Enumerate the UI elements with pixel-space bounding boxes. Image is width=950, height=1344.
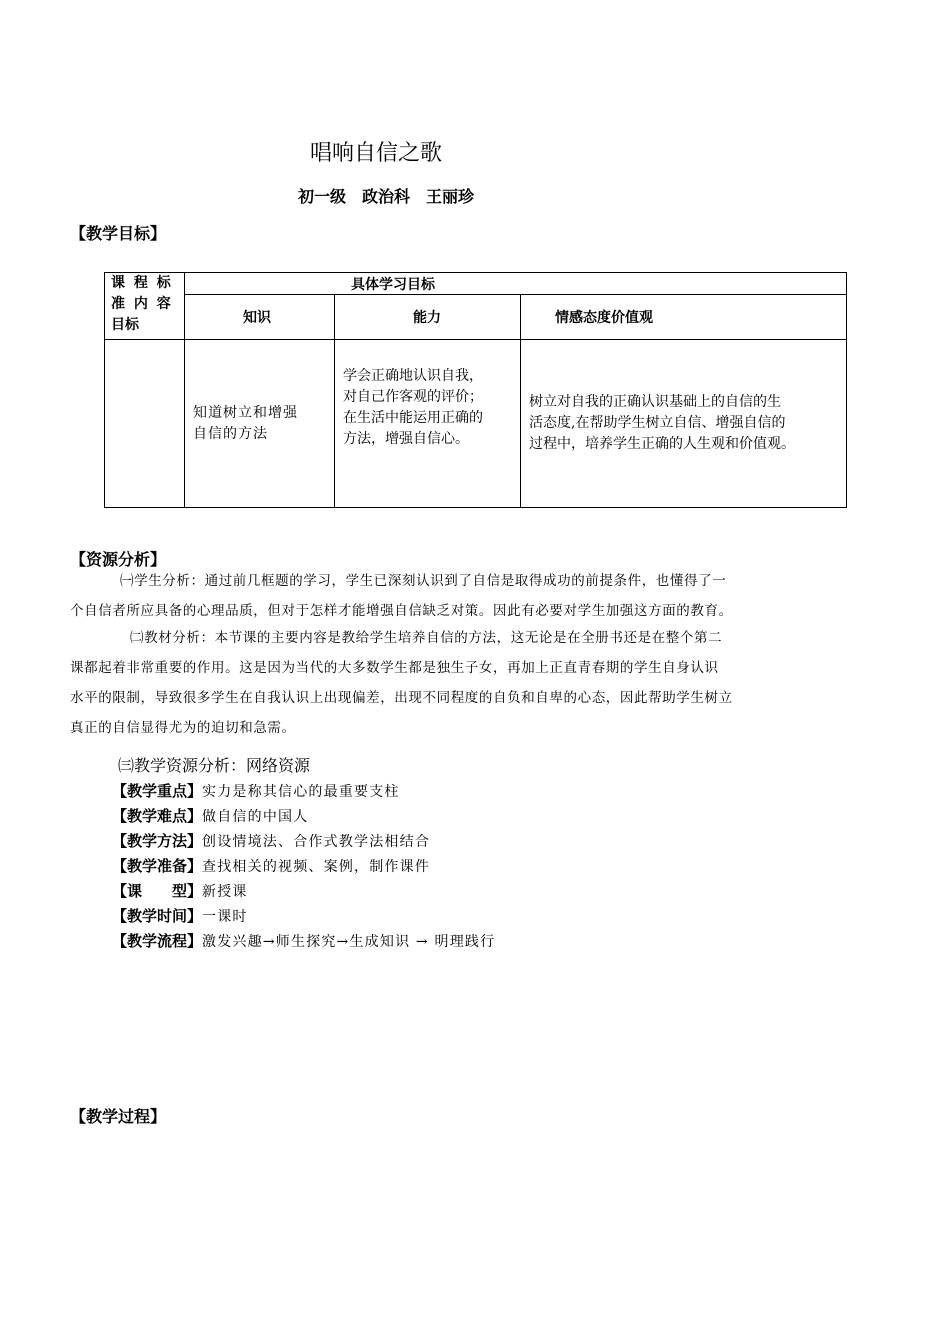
item-label: 【教学重点】: [112, 782, 203, 800]
paragraph-line: 真正的自信显得尤为的迫切和急需。: [70, 720, 296, 736]
item-label: 【课 型】: [112, 882, 203, 900]
section-heading-resource: 【资源分析】: [70, 550, 167, 569]
document-subtitle: 初一级 政治科 王丽珍: [298, 187, 475, 206]
method-item: [112, 830, 430, 851]
student-analysis-paragraph: [70, 566, 882, 626]
lesson-type-item: [112, 880, 248, 901]
item-value: 一课时: [202, 909, 248, 925]
paragraph-line: 水平的限制，导致很多学生在自我认识上出现偏差，出现不同程度的自负和自卑的心态，因此帮助学生树立: [70, 690, 733, 706]
values-line: 过程中，培养学生正确的人生观和价值观。: [529, 436, 795, 452]
item-value: 新授课: [202, 884, 248, 900]
key-point-item: [112, 780, 400, 801]
values-line: 活态度,在帮助学生树立自信、增强自信的: [529, 415, 786, 431]
flow-item: [112, 930, 495, 951]
item-value: 做自信的中国人: [202, 809, 309, 825]
item-value: 创设情境法、合作式教学法相结合: [202, 834, 431, 850]
ability-header: 能力: [413, 310, 441, 326]
item-label: 【教学流程】: [112, 932, 203, 950]
item-value: 实力是称其信心的最重要支柱: [202, 784, 400, 800]
item-label: 【教学时间】: [112, 907, 203, 925]
paragraph-line: ㈠学生分析：通过前几框题的学习，学生已深刻认识到了自信是取得成功的前提条件，也懂得了一: [120, 573, 727, 589]
curriculum-goal-header-cell: [105, 273, 185, 340]
specific-goals-header: 具体学习目标: [351, 276, 435, 293]
teaching-resource-analysis: ㈢教学资源分析：网络资源: [118, 756, 311, 775]
knowledge-line: 自信的方法: [193, 425, 268, 442]
goals-table: [104, 272, 847, 508]
document-title: 唱响自信之歌: [310, 141, 443, 166]
preparation-item: [112, 855, 430, 876]
knowledge-cell: [185, 340, 335, 508]
section-heading-process: 【教学过程】: [70, 1107, 167, 1126]
values-header-cell: [521, 295, 847, 340]
ability-line: 在生活中能运用正确的: [343, 410, 483, 426]
paragraph-line: 个自信者所应具备的心理品质，但对于怎样才能增强自信缺乏对策。因此有必要对学生加强这方面的教育。: [70, 603, 733, 619]
values-cell: [521, 340, 847, 508]
knowledge-line: 知道树立和增强: [193, 404, 298, 421]
ability-line: 学会正确地认识自我，: [343, 368, 483, 384]
item-value: 激发兴趣→师生探究→生成知识 → 明理践行: [202, 934, 496, 950]
knowledge-header: 知识: [243, 310, 271, 326]
paragraph-line: 课都起着非常重要的作用。这是因为当代的大多数学生都是独生子女，再加上正直青春期的学生自身认识: [70, 660, 719, 676]
section-heading-goals: 【教学目标】: [70, 224, 167, 243]
item-label: 【教学难点】: [112, 807, 203, 825]
values-header: 情感态度价值观: [555, 310, 653, 326]
item-label: 【教学方法】: [112, 832, 203, 850]
ability-header-cell: [335, 295, 521, 340]
specific-goals-header-cell: [185, 273, 847, 295]
curriculum-goal-header-line: 准 内 容: [111, 296, 173, 312]
values-line: 树立对自我的正确认识基础上的自信的生: [529, 394, 781, 410]
paragraph-line: ㈡教材分析：本节课的主要内容是教给学生培养自信的方法，这无论是在全册书还是在整个第二: [130, 630, 723, 646]
textbook-analysis-paragraph: [70, 623, 882, 743]
item-label: 【教学准备】: [112, 857, 203, 875]
curriculum-goal-header-line: 目标: [111, 317, 139, 333]
ability-line: 对自己作客观的评价；: [343, 389, 483, 405]
ability-line: 方法，增强自信心。: [343, 431, 469, 447]
curriculum-goal-cell: [105, 340, 185, 508]
knowledge-header-cell: [185, 295, 335, 340]
difficulty-item: [112, 805, 308, 826]
item-value: 查找相关的视频、案例，制作课件: [202, 859, 431, 875]
time-item: [112, 905, 248, 926]
curriculum-goal-header-line: 课 程 标: [111, 275, 173, 291]
ability-cell: [335, 340, 521, 508]
